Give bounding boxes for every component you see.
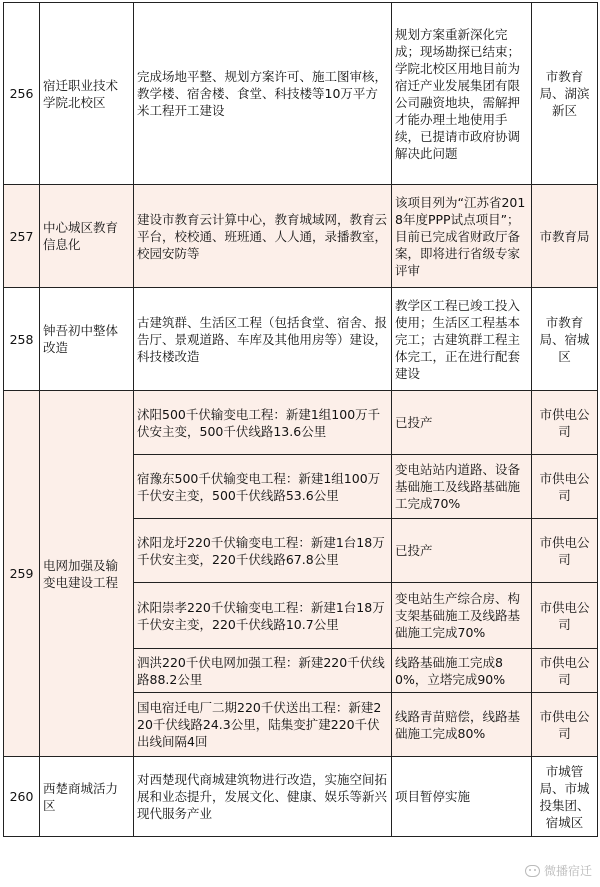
project-progress: 规划方案重新深化完成；现场勘探已结束；学院北校区用地目前为宿迁产业发展集团有限公司融资地块，需解押才能办理土地使用手续，已提请市政府协调解决此问题 bbox=[392, 3, 532, 185]
responsible-unit: 市城管局、市城投集团、宿城区 bbox=[532, 757, 598, 837]
project-content: 建设市教育云计算中心，教育城域网，教育云平台，校校通、班班通、人人通，录播教室，校园安防等 bbox=[134, 185, 392, 288]
table-row bbox=[4, 3, 598, 185]
row-number: 256 bbox=[4, 3, 40, 185]
sub-project-progress: 已投产 bbox=[392, 391, 532, 455]
sub-project-progress: 线路青苗赔偿，线路基础施工完成80% bbox=[392, 693, 532, 757]
responsible-unit: 市教育局、宿城区 bbox=[532, 288, 598, 391]
sub-project-unit: 市供电公司 bbox=[532, 693, 598, 757]
row-number: 257 bbox=[4, 185, 40, 288]
table-row bbox=[4, 757, 598, 837]
table-row bbox=[4, 185, 598, 288]
project-name: 宿迁职业技术学院北校区 bbox=[40, 3, 134, 185]
sub-project-unit: 市供电公司 bbox=[532, 391, 598, 455]
table-row bbox=[4, 391, 598, 455]
project-name: 电网加强及输变电建设工程 bbox=[40, 391, 134, 757]
sub-project-progress: 变电站生产综合房、构支架基础施工及线路基础施工完成70% bbox=[392, 583, 532, 649]
sub-project-progress: 线路基础施工完成80%，立塔完成90% bbox=[392, 649, 532, 693]
sub-project-unit: 市供电公司 bbox=[532, 455, 598, 519]
project-name: 中心城区教育信息化 bbox=[40, 185, 134, 288]
project-progress: 该项目列为“江苏省2018年度PPP试点项目”；目前已完成省财政厅备案，即将进行省级专家评审 bbox=[392, 185, 532, 288]
sub-project-progress: 已投产 bbox=[392, 519, 532, 583]
wechat-icon bbox=[525, 865, 540, 877]
project-table bbox=[3, 2, 598, 837]
sub-project-content: 国电宿迁电厂二期220千伏送出工程：新建220千伏线路24.3公里，陆集变扩建220千伏出线间隔4回 bbox=[134, 693, 392, 757]
sub-project-content: 沭阳500千伏输变电工程：新建1组100万千伏安主变，500千伏线路13.6公里 bbox=[134, 391, 392, 455]
sub-project-content: 沭阳龙圩220千伏输变电工程：新建1台18万千伏安主变，220千伏线路67.8公里 bbox=[134, 519, 392, 583]
watermark bbox=[525, 862, 592, 879]
responsible-unit: 市教育局 bbox=[532, 185, 598, 288]
row-number: 259 bbox=[4, 391, 40, 757]
table-row bbox=[4, 288, 598, 391]
sub-project-progress: 变电站站内道路、设备基础施工及线路基础施工完成70% bbox=[392, 455, 532, 519]
project-name: 钟吾初中整体改造 bbox=[40, 288, 134, 391]
sub-project-unit: 市供电公司 bbox=[532, 519, 598, 583]
project-progress: 项目暂停实施 bbox=[392, 757, 532, 837]
row-number: 258 bbox=[4, 288, 40, 391]
project-content: 对西楚现代商城建筑物进行改造，实施空间拓展和业态提升，发展文化、健康、娱乐等新兴现代服务产业 bbox=[134, 757, 392, 837]
sub-project-content: 宿豫东500千伏输变电工程：新建1组100万千伏安主变，500千伏线路53.6公里 bbox=[134, 455, 392, 519]
sub-project-unit: 市供电公司 bbox=[532, 583, 598, 649]
responsible-unit: 市教育局、湖滨新区 bbox=[532, 3, 598, 185]
sub-project-content: 沭阳崇孝220千伏输变电工程：新建1台18万千伏安主变，220千伏线路10.7公里 bbox=[134, 583, 392, 649]
project-progress: 教学区工程已竣工投入使用；生活区工程基本完工；古建筑群工程主体完工，正在进行配套建设 bbox=[392, 288, 532, 391]
watermark-text: 微播宿迁 bbox=[543, 864, 592, 878]
project-name: 西楚商城活力区 bbox=[40, 757, 134, 837]
sub-project-unit: 市供电公司 bbox=[532, 649, 598, 693]
project-content: 完成场地平整、规划方案许可、施工图审核，教学楼、宿舍楼、食堂、科技楼等10万平方米工程开工建设 bbox=[134, 3, 392, 185]
row-number: 260 bbox=[4, 757, 40, 837]
project-content: 古建筑群、生活区工程（包括食堂、宿舍、报告厅、景观道路、车库及其他用房等）建设，科技楼改造 bbox=[134, 288, 392, 391]
sub-project-content: 泗洪220千伏电网加强工程：新建220千伏线路88.2公里 bbox=[134, 649, 392, 693]
